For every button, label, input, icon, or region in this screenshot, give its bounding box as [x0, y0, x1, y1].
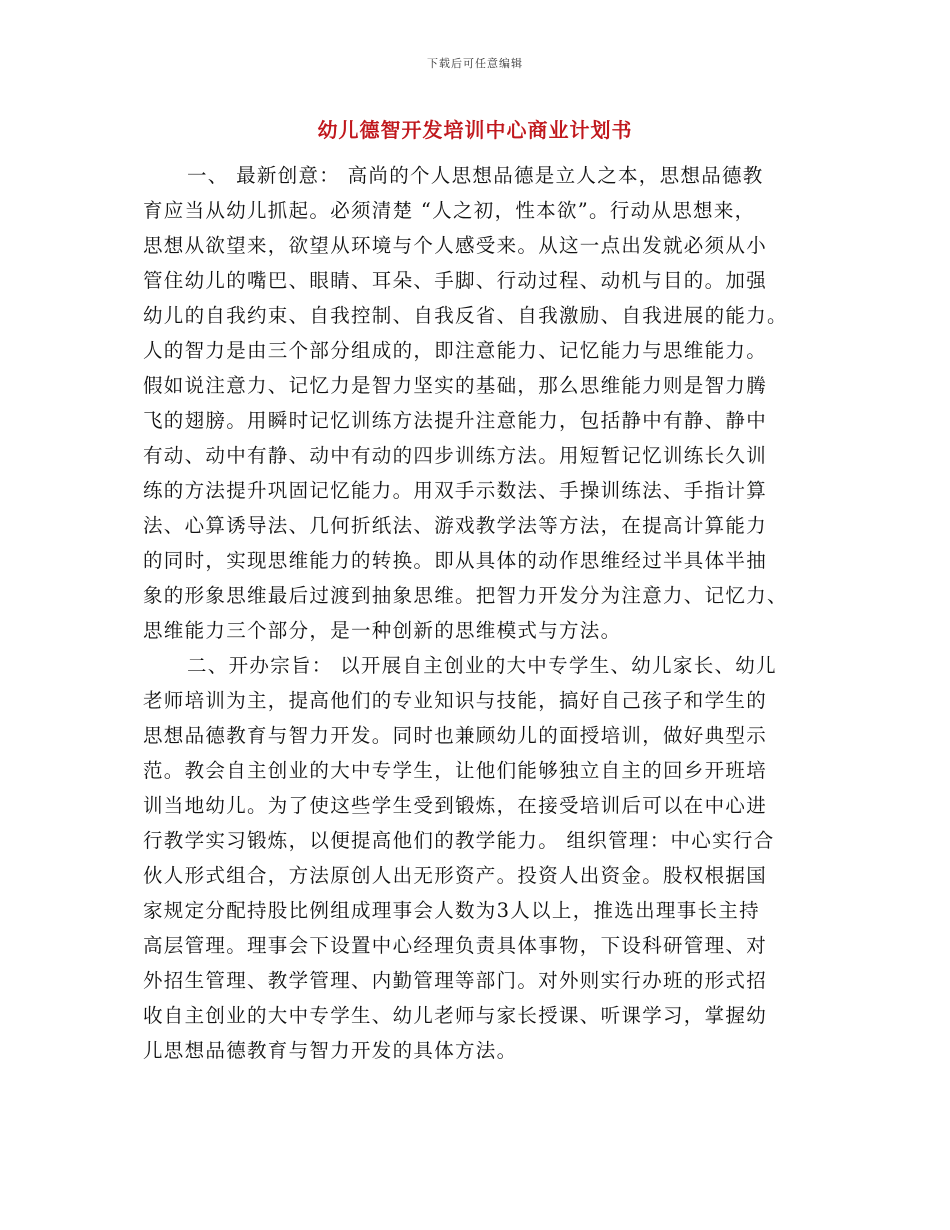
text-line: 的同时，实现思维能力的转换。即从具体的动作思维经过半具体半抽 — [143, 549, 768, 572]
document-title: 幼儿德智开发培训中心商业计划书 — [317, 118, 633, 142]
text-line: 外招生管理、教学管理、内勤管理等部门。对外则实行办班的形式招 — [143, 969, 768, 992]
text-line: 幼儿的自我约束、自我控制、自我反省、自我激励、自我进展的能力。 — [143, 304, 788, 327]
text-line: 假如说注意力、记忆力是智力坚实的基础，那么思维能力则是智力腾 — [143, 374, 768, 397]
text-line: 一、 最新创意： 高尚的个人思想品德是立人之本，思想品德教 — [187, 164, 764, 187]
text-line: 思想品德教育与智力开发。同时也兼顾幼儿的面授培训，做好典型示 — [143, 724, 768, 747]
text-line: 收自主创业的大中专学生、幼儿老师与家长授课、听课学习，掌握幼 — [143, 1004, 768, 1027]
text-line: 思想从欲望来，欲望从环境与个人感受来。从这一点出发就必须从小 — [143, 234, 768, 257]
text-line: 家规定分配持股比例组成理事会人数为3人以上，推选出理事长主持 — [143, 899, 760, 922]
text-line: 象的形象思维最后过渡到抽象思维。把智力开发分为注意力、记忆力、 — [143, 584, 788, 607]
text-line: 儿思想品德教育与智力开发的具体方法。 — [143, 1039, 518, 1062]
text-line: 二、开办宗旨： 以开展自主创业的大中专学生、幼儿家长、幼儿 — [187, 654, 777, 677]
text-line: 管住幼儿的嘴巴、眼睛、耳朵、手脚、行动过程、动机与目的。加强 — [143, 269, 768, 292]
text-line: 高层管理。理事会下设置中心经理负责具体事物，下设科研管理、对 — [143, 934, 768, 957]
text-line: 育应当从幼儿抓起。必须清楚 “人之初，性本欲”。行动从思想来， — [143, 199, 756, 222]
document-body — [143, 158, 813, 1068]
header-note: 下载后可任意编辑 — [427, 57, 523, 70]
text-line: 训当地幼儿。为了使这些学生受到锻炼，在接受培训后可以在中心进 — [143, 794, 768, 817]
text-line: 人的智力是由三个部分组成的，即注意能力、记忆能力与思维能力。 — [143, 339, 768, 362]
text-line: 思维能力三个部分，是一种创新的思维模式与方法。 — [143, 619, 622, 642]
text-line: 老师培训为主，提高他们的专业知识与技能，搞好自己孩子和学生的 — [143, 689, 768, 712]
text-line: 有动、动中有静、动中有动的四步训练方法。用短暂记忆训练长久训 — [143, 444, 768, 467]
text-line: 练的方法提升巩固记忆能力。用双手示数法、手操训练法、手指计算 — [143, 479, 768, 502]
text-line: 法、心算诱导法、几何折纸法、游戏教学法等方法，在提高计算能力 — [143, 514, 768, 537]
text-line: 伙人形式组合，方法原创人出无形资产。投资人出资金。股权根据国 — [143, 864, 768, 887]
text-line: 范。教会自主创业的大中专学生，让他们能够独立自主的回乡开班培 — [143, 759, 768, 782]
text-line: 行教学实习锻炼，以便提高他们的教学能力。 组织管理：中心实行合 — [143, 829, 775, 852]
text-line: 飞的翅膀。用瞬时记忆训练方法提升注意能力，包括静中有静、静中 — [143, 409, 768, 432]
